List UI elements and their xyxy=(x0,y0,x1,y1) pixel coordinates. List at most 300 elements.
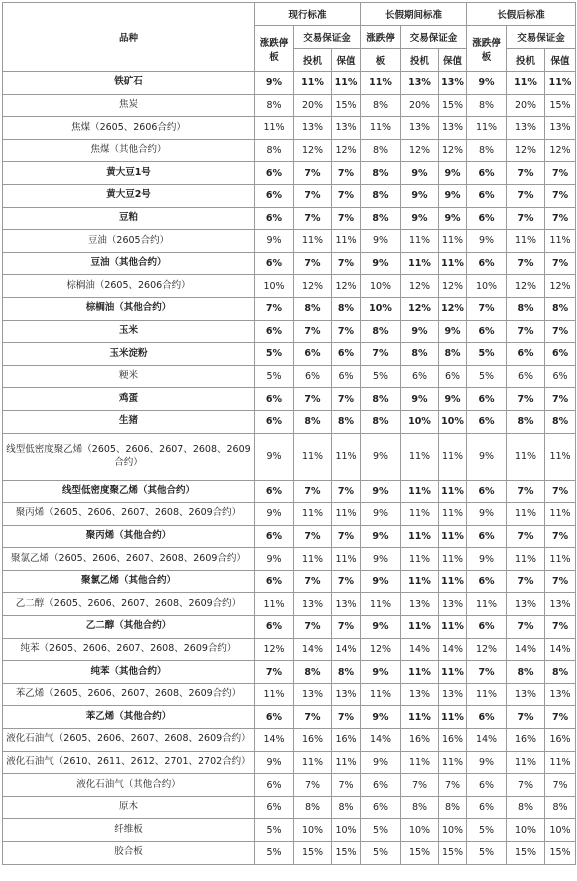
holiday-spec-cell: 11% xyxy=(401,252,439,275)
variety-cell: 铁矿石 xyxy=(3,72,255,95)
holiday-hedge-cell: 13% xyxy=(439,683,467,706)
after-spec-cell: 15% xyxy=(507,842,545,865)
after-limit-cell: 5% xyxy=(467,819,507,842)
after-spec-cell: 7% xyxy=(507,320,545,343)
variety-cell: 粳米 xyxy=(3,365,255,388)
current-limit-cell: 8% xyxy=(255,94,294,117)
holiday-spec-cell: 11% xyxy=(401,480,439,503)
after-hedge-cell: 13% xyxy=(545,593,576,616)
holiday-hedge-cell: 11% xyxy=(439,570,467,593)
holiday-hedge-cell: 11% xyxy=(439,503,467,526)
variety-cell: 液化石油气（2610、2611、2612、2701、2702合约） xyxy=(3,751,255,774)
current-spec-cell: 7% xyxy=(294,320,332,343)
spec-header-holiday: 投机 xyxy=(401,49,439,72)
limit-header-after: 涨跌停板 xyxy=(467,26,507,72)
holiday-spec-cell: 9% xyxy=(401,162,439,185)
after-limit-cell: 11% xyxy=(467,593,507,616)
variety-cell: 纤维板 xyxy=(3,819,255,842)
variety-cell: 纯苯（2605、2606、2607、2608、2609合约） xyxy=(3,638,255,661)
spec-header-after: 投机 xyxy=(507,49,545,72)
table-row xyxy=(3,410,576,433)
variety-cell: 聚丙烯（其他合约） xyxy=(3,525,255,548)
current-limit-cell: 6% xyxy=(255,252,294,275)
current-limit-cell: 7% xyxy=(255,297,294,320)
after-hedge-cell: 7% xyxy=(545,706,576,729)
current-hedge-cell: 7% xyxy=(332,162,361,185)
table-row xyxy=(3,139,576,162)
after-limit-cell: 6% xyxy=(467,525,507,548)
after-hedge-cell: 8% xyxy=(545,796,576,819)
holiday-limit-cell: 8% xyxy=(361,162,401,185)
after-limit-cell: 6% xyxy=(467,480,507,503)
current-hedge-cell: 8% xyxy=(332,410,361,433)
after-hedge-cell: 7% xyxy=(545,162,576,185)
current-limit-cell: 6% xyxy=(255,480,294,503)
current-spec-cell: 11% xyxy=(294,751,332,774)
after-spec-cell: 6% xyxy=(507,343,545,366)
after-limit-cell: 6% xyxy=(467,388,507,411)
table-row xyxy=(3,433,576,480)
margin-header-after: 交易保证金 xyxy=(507,26,576,49)
after-limit-cell: 6% xyxy=(467,796,507,819)
current-hedge-cell: 13% xyxy=(332,683,361,706)
current-hedge-cell: 11% xyxy=(332,230,361,253)
after-hedge-cell: 13% xyxy=(545,117,576,140)
holiday-hedge-cell: 9% xyxy=(439,184,467,207)
current-spec-cell: 8% xyxy=(294,661,332,684)
current-hedge-cell: 12% xyxy=(332,139,361,162)
table-row xyxy=(3,320,576,343)
holiday-hedge-cell: 10% xyxy=(439,410,467,433)
table-row xyxy=(3,117,576,140)
table-body xyxy=(3,72,576,865)
holiday-hedge-cell: 13% xyxy=(439,117,467,140)
after-limit-cell: 11% xyxy=(467,117,507,140)
current-limit-cell: 11% xyxy=(255,117,294,140)
holiday-limit-cell: 11% xyxy=(361,593,401,616)
after-spec-cell: 14% xyxy=(507,638,545,661)
current-hedge-cell: 7% xyxy=(332,480,361,503)
holiday-hedge-cell: 11% xyxy=(439,525,467,548)
after-limit-cell: 9% xyxy=(467,548,507,571)
table-row xyxy=(3,297,576,320)
table-row xyxy=(3,706,576,729)
current-spec-cell: 13% xyxy=(294,117,332,140)
holiday-spec-cell: 9% xyxy=(401,388,439,411)
after-limit-cell: 6% xyxy=(467,252,507,275)
current-hedge-cell: 7% xyxy=(332,252,361,275)
table-row xyxy=(3,252,576,275)
current-spec-cell: 13% xyxy=(294,593,332,616)
after-hedge-cell: 7% xyxy=(545,207,576,230)
hedge-header-current: 保值 xyxy=(332,49,361,72)
after-hedge-cell: 11% xyxy=(545,230,576,253)
after-limit-cell: 6% xyxy=(467,320,507,343)
current-limit-cell: 6% xyxy=(255,388,294,411)
holiday-limit-cell: 8% xyxy=(361,94,401,117)
current-limit-cell: 12% xyxy=(255,638,294,661)
holiday-spec-cell: 9% xyxy=(401,207,439,230)
table-row xyxy=(3,616,576,639)
after-spec-cell: 7% xyxy=(507,252,545,275)
after-spec-cell: 16% xyxy=(507,729,545,752)
table-row xyxy=(3,751,576,774)
holiday-spec-cell: 14% xyxy=(401,638,439,661)
current-hedge-cell: 7% xyxy=(332,388,361,411)
after-limit-cell: 7% xyxy=(467,661,507,684)
current-limit-cell: 10% xyxy=(255,275,294,298)
after-spec-cell: 7% xyxy=(507,162,545,185)
table-row xyxy=(3,388,576,411)
after-spec-cell: 7% xyxy=(507,616,545,639)
after-spec-cell: 13% xyxy=(507,683,545,706)
holiday-limit-cell: 12% xyxy=(361,638,401,661)
current-spec-cell: 7% xyxy=(294,480,332,503)
after-hedge-cell: 15% xyxy=(545,842,576,865)
after-limit-cell: 9% xyxy=(467,433,507,480)
current-limit-cell: 6% xyxy=(255,570,294,593)
variety-cell: 液化石油气（2605、2606、2607、2608、2609合约） xyxy=(3,729,255,752)
current-hedge-cell: 11% xyxy=(332,548,361,571)
table-row xyxy=(3,683,576,706)
current-spec-cell: 12% xyxy=(294,275,332,298)
after-spec-cell: 20% xyxy=(507,94,545,117)
holiday-limit-cell: 9% xyxy=(361,751,401,774)
current-spec-cell: 7% xyxy=(294,570,332,593)
table-row xyxy=(3,661,576,684)
after-spec-cell: 10% xyxy=(507,819,545,842)
after-limit-cell: 8% xyxy=(467,94,507,117)
after-spec-cell: 11% xyxy=(507,751,545,774)
current-spec-cell: 8% xyxy=(294,796,332,819)
variety-cell: 豆粕 xyxy=(3,207,255,230)
after-limit-cell: 5% xyxy=(467,343,507,366)
after-hedge-cell: 11% xyxy=(545,751,576,774)
after-spec-cell: 6% xyxy=(507,365,545,388)
after-limit-cell: 6% xyxy=(467,570,507,593)
current-limit-cell: 5% xyxy=(255,842,294,865)
current-limit-cell: 14% xyxy=(255,729,294,752)
current-limit-cell: 6% xyxy=(255,616,294,639)
current-limit-cell: 5% xyxy=(255,365,294,388)
holiday-limit-cell: 9% xyxy=(361,503,401,526)
holiday-hedge-cell: 10% xyxy=(439,819,467,842)
current-hedge-cell: 7% xyxy=(332,207,361,230)
variety-cell: 线型低密度聚乙烯（2605、2606、2607、2608、2609合约） xyxy=(3,433,255,480)
current-hedge-cell: 13% xyxy=(332,117,361,140)
current-limit-cell: 9% xyxy=(255,433,294,480)
limit-header-holiday-part1: 涨跌停 xyxy=(361,26,401,49)
current-hedge-cell: 10% xyxy=(332,819,361,842)
holiday-limit-cell: 7% xyxy=(361,343,401,366)
current-spec-cell: 7% xyxy=(294,252,332,275)
holiday-limit-cell: 8% xyxy=(361,320,401,343)
current-hedge-cell: 7% xyxy=(332,320,361,343)
table-row xyxy=(3,796,576,819)
current-hedge-cell: 15% xyxy=(332,842,361,865)
current-spec-cell: 11% xyxy=(294,548,332,571)
holiday-spec-cell: 13% xyxy=(401,593,439,616)
holiday-limit-cell: 11% xyxy=(361,683,401,706)
table-row xyxy=(3,162,576,185)
holiday-hedge-cell: 12% xyxy=(439,297,467,320)
holiday-hedge-cell: 11% xyxy=(439,751,467,774)
holiday-limit-cell: 8% xyxy=(361,207,401,230)
holiday-limit-cell: 11% xyxy=(361,117,401,140)
variety-cell: 玉米 xyxy=(3,320,255,343)
holiday-limit-cell: 8% xyxy=(361,139,401,162)
variety-cell: 线型低密度聚乙烯（其他合约） xyxy=(3,480,255,503)
holiday-limit-cell: 10% xyxy=(361,275,401,298)
current-limit-cell: 6% xyxy=(255,525,294,548)
hedge-header-holiday: 保值 xyxy=(439,49,467,72)
current-limit-cell: 6% xyxy=(255,774,294,797)
holiday-hedge-cell: 12% xyxy=(439,139,467,162)
holiday-limit-cell: 9% xyxy=(361,570,401,593)
holiday-hedge-cell: 11% xyxy=(439,706,467,729)
after-hedge-cell: 7% xyxy=(545,525,576,548)
current-spec-cell: 7% xyxy=(294,184,332,207)
after-limit-cell: 8% xyxy=(467,139,507,162)
table-row xyxy=(3,819,576,842)
table-row xyxy=(3,593,576,616)
current-spec-cell: 7% xyxy=(294,774,332,797)
table-row xyxy=(3,525,576,548)
after-spec-cell: 11% xyxy=(507,230,545,253)
after-hedge-cell: 13% xyxy=(545,683,576,706)
current-limit-cell: 6% xyxy=(255,162,294,185)
current-limit-cell: 9% xyxy=(255,72,294,95)
table-row xyxy=(3,548,576,571)
table-row xyxy=(3,503,576,526)
after-limit-cell: 6% xyxy=(467,706,507,729)
current-limit-cell: 6% xyxy=(255,706,294,729)
current-spec-cell: 11% xyxy=(294,72,332,95)
after-spec-cell: 13% xyxy=(507,593,545,616)
after-spec-cell: 12% xyxy=(507,139,545,162)
holiday-hedge-cell: 9% xyxy=(439,388,467,411)
variety-cell: 豆油（2605合约） xyxy=(3,230,255,253)
holiday-spec-cell: 15% xyxy=(401,842,439,865)
table-row xyxy=(3,230,576,253)
spec-header-current: 投机 xyxy=(294,49,332,72)
holiday-spec-cell: 7% xyxy=(401,774,439,797)
variety-cell: 豆油（其他合约） xyxy=(3,252,255,275)
current-limit-cell: 5% xyxy=(255,343,294,366)
after-spec-cell: 8% xyxy=(507,297,545,320)
current-limit-cell: 5% xyxy=(255,819,294,842)
after-limit-cell: 14% xyxy=(467,729,507,752)
variety-cell: 焦煤（2605、2606合约） xyxy=(3,117,255,140)
variety-cell: 焦炭 xyxy=(3,94,255,117)
after-limit-cell: 6% xyxy=(467,616,507,639)
variety-cell: 液化石油气（其他合约） xyxy=(3,774,255,797)
after-spec-cell: 7% xyxy=(507,480,545,503)
after-spec-cell: 7% xyxy=(507,184,545,207)
after-hedge-cell: 11% xyxy=(545,548,576,571)
current-spec-cell: 8% xyxy=(294,297,332,320)
table-row xyxy=(3,842,576,865)
holiday-limit-cell: 9% xyxy=(361,230,401,253)
holiday-hedge-cell: 11% xyxy=(439,661,467,684)
holiday-limit-cell: 9% xyxy=(361,480,401,503)
holiday-hedge-cell: 9% xyxy=(439,162,467,185)
after-hedge-cell: 8% xyxy=(545,297,576,320)
holiday-spec-cell: 12% xyxy=(401,275,439,298)
current-hedge-cell: 7% xyxy=(332,525,361,548)
current-limit-cell: 6% xyxy=(255,320,294,343)
variety-cell: 生猪 xyxy=(3,410,255,433)
current-hedge-cell: 7% xyxy=(332,184,361,207)
current-spec-cell: 15% xyxy=(294,842,332,865)
margin-standard-table xyxy=(2,2,576,865)
after-spec-cell: 8% xyxy=(507,661,545,684)
holiday-limit-cell: 5% xyxy=(361,842,401,865)
holiday-spec-cell: 11% xyxy=(401,525,439,548)
current-spec-cell: 8% xyxy=(294,410,332,433)
holiday-spec-cell: 11% xyxy=(401,230,439,253)
holiday-spec-cell: 12% xyxy=(401,297,439,320)
table-row xyxy=(3,343,576,366)
holiday-spec-cell: 9% xyxy=(401,320,439,343)
current-spec-cell: 20% xyxy=(294,94,332,117)
margin-header-current: 交易保证金 xyxy=(294,26,361,49)
holiday-limit-cell: 5% xyxy=(361,819,401,842)
holiday-hedge-cell: 11% xyxy=(439,548,467,571)
after-spec-cell: 7% xyxy=(507,706,545,729)
variety-cell: 纯苯（其他合约） xyxy=(3,661,255,684)
holiday-limit-cell: 9% xyxy=(361,525,401,548)
group-header-current: 现行标准 xyxy=(255,3,361,26)
current-spec-cell: 11% xyxy=(294,503,332,526)
after-hedge-cell: 6% xyxy=(545,343,576,366)
after-hedge-cell: 8% xyxy=(545,661,576,684)
after-limit-cell: 6% xyxy=(467,162,507,185)
holiday-limit-cell: 8% xyxy=(361,184,401,207)
holiday-spec-cell: 11% xyxy=(401,616,439,639)
holiday-spec-cell: 11% xyxy=(401,570,439,593)
current-hedge-cell: 13% xyxy=(332,593,361,616)
after-hedge-cell: 12% xyxy=(545,139,576,162)
margin-header-holiday: 交易保证金 xyxy=(401,26,467,49)
after-hedge-cell: 14% xyxy=(545,638,576,661)
hedge-header-after: 保值 xyxy=(545,49,576,72)
current-spec-cell: 14% xyxy=(294,638,332,661)
current-limit-cell: 9% xyxy=(255,751,294,774)
after-limit-cell: 11% xyxy=(467,683,507,706)
current-hedge-cell: 7% xyxy=(332,774,361,797)
holiday-spec-cell: 13% xyxy=(401,683,439,706)
after-hedge-cell: 11% xyxy=(545,503,576,526)
holiday-hedge-cell: 11% xyxy=(439,480,467,503)
table-row xyxy=(3,570,576,593)
current-limit-cell: 6% xyxy=(255,207,294,230)
current-hedge-cell: 7% xyxy=(332,706,361,729)
current-limit-cell: 8% xyxy=(255,139,294,162)
variety-cell: 原木 xyxy=(3,796,255,819)
table-row xyxy=(3,207,576,230)
variety-cell: 棕榈油（其他合约） xyxy=(3,297,255,320)
variety-cell: 苯乙烯（2605、2606、2607、2608、2609合约） xyxy=(3,683,255,706)
after-limit-cell: 7% xyxy=(467,297,507,320)
after-hedge-cell: 11% xyxy=(545,72,576,95)
variety-cell: 鸡蛋 xyxy=(3,388,255,411)
current-spec-cell: 7% xyxy=(294,706,332,729)
current-spec-cell: 16% xyxy=(294,729,332,752)
holiday-limit-cell: 9% xyxy=(361,616,401,639)
variety-cell: 黄大豆1号 xyxy=(3,162,255,185)
current-spec-cell: 6% xyxy=(294,343,332,366)
after-limit-cell: 9% xyxy=(467,751,507,774)
after-spec-cell: 11% xyxy=(507,433,545,480)
holiday-limit-cell: 9% xyxy=(361,706,401,729)
holiday-hedge-cell: 9% xyxy=(439,207,467,230)
holiday-spec-cell: 11% xyxy=(401,661,439,684)
variety-cell: 焦煤（其他合约） xyxy=(3,139,255,162)
holiday-limit-cell: 9% xyxy=(361,252,401,275)
after-hedge-cell: 8% xyxy=(545,410,576,433)
table-row xyxy=(3,184,576,207)
after-limit-cell: 9% xyxy=(467,72,507,95)
after-hedge-cell: 12% xyxy=(545,275,576,298)
holiday-limit-cell: 6% xyxy=(361,796,401,819)
after-hedge-cell: 11% xyxy=(545,433,576,480)
holiday-spec-cell: 8% xyxy=(401,796,439,819)
holiday-spec-cell: 10% xyxy=(401,819,439,842)
holiday-hedge-cell: 11% xyxy=(439,252,467,275)
current-hedge-cell: 7% xyxy=(332,570,361,593)
variety-cell: 苯乙烯（其他合约） xyxy=(3,706,255,729)
after-hedge-cell: 16% xyxy=(545,729,576,752)
variety-cell: 乙二醇（其他合约） xyxy=(3,616,255,639)
current-hedge-cell: 8% xyxy=(332,297,361,320)
current-spec-cell: 12% xyxy=(294,139,332,162)
current-limit-cell: 11% xyxy=(255,683,294,706)
after-limit-cell: 9% xyxy=(467,230,507,253)
header-row-groups xyxy=(3,3,576,26)
holiday-hedge-cell: 9% xyxy=(439,320,467,343)
after-hedge-cell: 7% xyxy=(545,184,576,207)
after-spec-cell: 11% xyxy=(507,72,545,95)
current-hedge-cell: 6% xyxy=(332,365,361,388)
holiday-hedge-cell: 11% xyxy=(439,230,467,253)
holiday-spec-cell: 8% xyxy=(401,343,439,366)
current-hedge-cell: 14% xyxy=(332,638,361,661)
current-hedge-cell: 6% xyxy=(332,343,361,366)
holiday-limit-cell: 9% xyxy=(361,548,401,571)
after-limit-cell: 6% xyxy=(467,207,507,230)
after-limit-cell: 10% xyxy=(467,275,507,298)
after-limit-cell: 5% xyxy=(467,842,507,865)
holiday-spec-cell: 13% xyxy=(401,72,439,95)
holiday-spec-cell: 10% xyxy=(401,410,439,433)
current-hedge-cell: 11% xyxy=(332,72,361,95)
after-spec-cell: 7% xyxy=(507,388,545,411)
variety-cell: 棕榈油（2605、2606合约） xyxy=(3,275,255,298)
after-hedge-cell: 7% xyxy=(545,252,576,275)
table-row xyxy=(3,638,576,661)
variety-cell: 胶合板 xyxy=(3,842,255,865)
after-limit-cell: 6% xyxy=(467,184,507,207)
holiday-hedge-cell: 16% xyxy=(439,729,467,752)
after-hedge-cell: 7% xyxy=(545,480,576,503)
current-spec-cell: 11% xyxy=(294,230,332,253)
holiday-limit-cell: 5% xyxy=(361,365,401,388)
holiday-hedge-cell: 8% xyxy=(439,343,467,366)
current-limit-cell: 11% xyxy=(255,593,294,616)
holiday-limit-cell: 11% xyxy=(361,72,401,95)
current-limit-cell: 9% xyxy=(255,503,294,526)
